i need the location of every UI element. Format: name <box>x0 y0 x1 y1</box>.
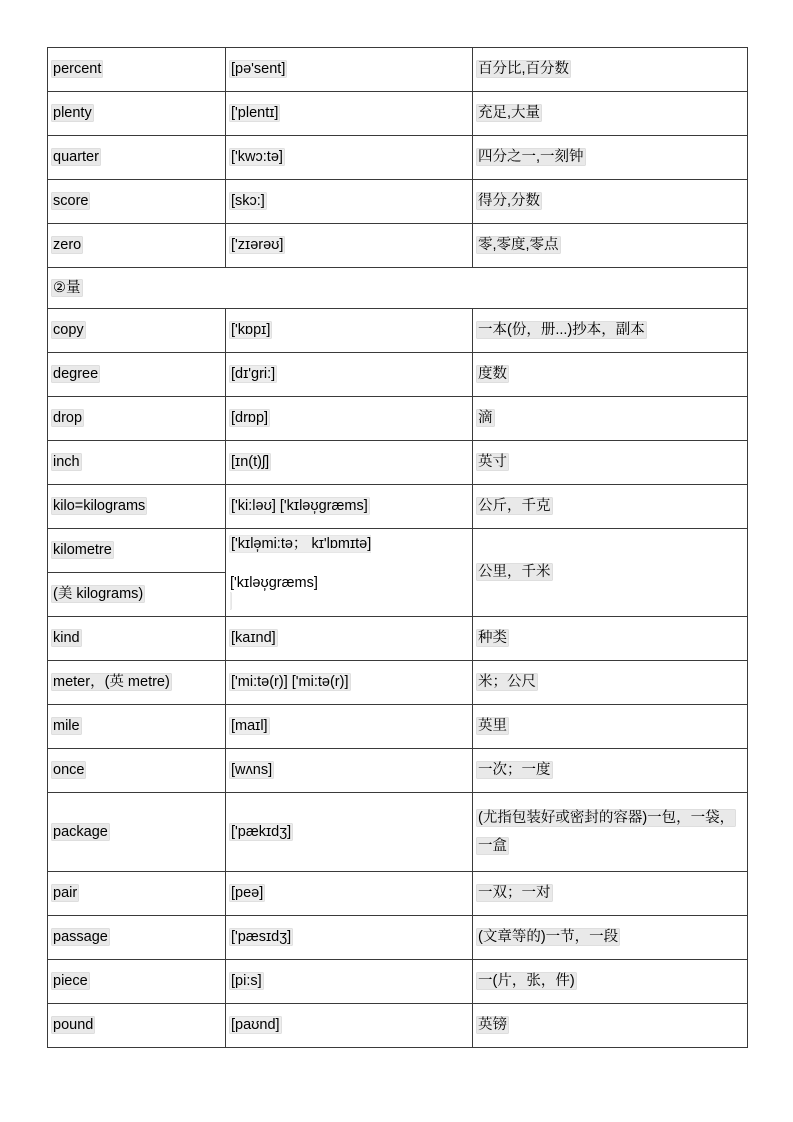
phonetic-cell <box>226 705 473 749</box>
table-row <box>48 529 748 573</box>
word-text: package <box>53 823 108 840</box>
phonetic-cell <box>226 309 473 353</box>
translation-cell <box>473 353 748 397</box>
translation-cell <box>473 661 748 705</box>
word-cell <box>48 1004 226 1048</box>
word-cell <box>48 224 226 268</box>
section-header-text: ②量 <box>53 279 81 296</box>
word-text: degree <box>53 366 99 383</box>
phonetic-text: [paʊnd] <box>231 1017 280 1034</box>
translation-text: 米；公尺 <box>478 674 536 691</box>
word-cell <box>48 793 226 872</box>
word-cell <box>48 661 226 705</box>
word-text: pair <box>53 885 78 902</box>
word-cell <box>48 441 226 485</box>
translation-text: 一本(份，册...)抄本，副本 <box>478 322 645 339</box>
translation-text: 四分之一,一刻钟 <box>478 149 584 166</box>
table-row <box>48 661 748 705</box>
table-row <box>48 960 748 1004</box>
word-text: inch <box>53 454 80 471</box>
translation-line-1: (尤指包装好或密封的容器)一包，一袋， <box>478 809 735 826</box>
phonetic-cell <box>226 916 473 960</box>
phonetic-text: ['ki:ləʊ] ['kɪləʊ̦græms] <box>231 498 368 515</box>
word-cell <box>48 309 226 353</box>
phonetic-text: [wʌns] <box>231 762 273 779</box>
translation-text: 公斤，千克 <box>478 498 551 515</box>
word-text: percent <box>53 61 102 78</box>
phonetic-text: [kaɪnd] <box>231 630 276 647</box>
translation-cell <box>473 48 748 92</box>
vocabulary-table-body <box>48 48 748 1048</box>
word-text: (美 kilograms) <box>53 586 144 603</box>
phonetic-cell <box>226 1004 473 1048</box>
table-row <box>48 180 748 224</box>
translation-text: 百分比,百分数 <box>478 61 570 78</box>
table-row <box>48 397 748 441</box>
word-text: meter，(英 metre) <box>53 674 170 691</box>
phonetic-cell <box>226 180 473 224</box>
phonetic-cell <box>226 397 473 441</box>
phonetic-cell <box>226 617 473 661</box>
word-text: pound <box>53 1017 94 1034</box>
translation-cell <box>473 529 748 617</box>
word-text: kind <box>53 630 80 647</box>
table-row <box>48 441 748 485</box>
translation-text: 一双；一对 <box>478 885 551 902</box>
word-cell <box>48 485 226 529</box>
table-row <box>48 309 748 353</box>
phonetic-cell <box>226 485 473 529</box>
word-text: score <box>53 193 89 210</box>
phonetic-text: [ɪn(t)ʃ] <box>231 454 270 471</box>
word-cell <box>48 749 226 793</box>
word-text: kilometre <box>53 542 112 559</box>
word-cell <box>48 136 226 180</box>
translation-cell <box>473 136 748 180</box>
translation-text: 一次；一度 <box>478 762 551 779</box>
table-row <box>48 872 748 916</box>
table-row <box>48 916 748 960</box>
translation-cell <box>473 916 748 960</box>
phonetic-text: ['kɒpɪ] <box>231 322 271 339</box>
word-text: mile <box>53 718 80 735</box>
translation-text: 一(片，张，件) <box>478 973 575 990</box>
phonetic-cell <box>226 136 473 180</box>
word-cell <box>48 960 226 1004</box>
translation-text: 度数 <box>478 366 507 383</box>
translation-cell <box>473 960 748 1004</box>
word-text: kilo=kilograms <box>53 498 146 515</box>
translation-line-2: 一盒 <box>478 838 507 854</box>
translation-cell <box>473 749 748 793</box>
phonetic-text: ['zɪərəʊ] <box>231 237 284 254</box>
phonetic-cell <box>226 224 473 268</box>
translation-text: (文章等的)一节，一段 <box>478 929 619 946</box>
table-row <box>48 1004 748 1048</box>
vocabulary-table <box>47 47 748 1048</box>
translation-text: 充足,大量 <box>478 105 541 122</box>
phonetic-cell <box>226 960 473 1004</box>
translation-cell <box>473 617 748 661</box>
phonetic-text: [dɪ'gri:] <box>231 366 276 383</box>
translation-cell <box>473 309 748 353</box>
phonetic-cell <box>226 872 473 916</box>
phonetic-cell <box>226 441 473 485</box>
word-cell <box>48 353 226 397</box>
phonetic-text: ['pækɪdʒ] <box>231 823 292 840</box>
phonetic-text: [pə'sent] <box>231 61 286 78</box>
word-text: once <box>53 762 85 779</box>
table-row <box>48 224 748 268</box>
word-text: quarter <box>53 149 99 166</box>
word-text: piece <box>53 973 88 990</box>
translation-cell <box>473 872 748 916</box>
translation-text: 零,零度,零点 <box>478 237 559 254</box>
word-text: drop <box>53 410 83 427</box>
word-cell <box>48 916 226 960</box>
word-cell <box>48 48 226 92</box>
phonetic-text: ['kwɔ:tə] <box>231 149 283 166</box>
translation-text <box>477 804 743 861</box>
translation-cell <box>473 485 748 529</box>
table-row <box>48 353 748 397</box>
translation-cell <box>473 793 748 872</box>
translation-cell <box>473 1004 748 1048</box>
phonetic-text <box>230 536 468 609</box>
phonetic-text: [skɔ:] <box>231 193 265 210</box>
section-header-row <box>48 268 748 309</box>
word-cell <box>48 397 226 441</box>
word-text: copy <box>53 322 84 339</box>
phonetic-cell <box>226 793 473 872</box>
translation-cell <box>473 92 748 136</box>
translation-cell <box>473 397 748 441</box>
phonetic-line-2: ['kɪləʊ̦græms] <box>230 574 318 591</box>
table-row <box>48 48 748 92</box>
table-row <box>48 793 748 872</box>
translation-text: 英里 <box>478 718 507 735</box>
table-row <box>48 136 748 180</box>
phonetic-text: [maɪl] <box>231 718 268 735</box>
phonetic-cell <box>226 353 473 397</box>
word-cell <box>48 529 226 573</box>
phonetic-text: ['mi:tə(r)] ['mi:tə(r)] <box>231 674 349 691</box>
translation-cell <box>473 705 748 749</box>
section-header-label <box>48 268 748 309</box>
phonetic-cell <box>226 92 473 136</box>
phonetic-text: [peə] <box>231 885 264 902</box>
translation-cell <box>473 224 748 268</box>
translation-cell <box>473 180 748 224</box>
translation-text: 英寸 <box>478 454 507 471</box>
phonetic-cell <box>226 749 473 793</box>
translation-text: 公里，千米 <box>478 564 551 581</box>
word-cell <box>48 180 226 224</box>
word-cell <box>48 617 226 661</box>
table-row <box>48 617 748 661</box>
word-text: zero <box>53 237 82 254</box>
word-cell <box>48 705 226 749</box>
phonetic-cell <box>226 661 473 705</box>
table-row <box>48 705 748 749</box>
translation-text: 种类 <box>478 630 507 647</box>
phonetic-cell <box>226 48 473 92</box>
translation-text: 滴 <box>478 410 493 427</box>
translation-cell <box>473 441 748 485</box>
phonetic-line-1: ['kɪlə̦mi:tə； kɪ'lɒmɪtə] <box>231 535 372 552</box>
word-cell <box>48 92 226 136</box>
word-cell <box>48 872 226 916</box>
phonetic-cell <box>226 529 473 617</box>
translation-text: 得分,分数 <box>478 193 541 210</box>
phonetic-text: [drɒp] <box>231 410 269 427</box>
phonetic-text: [pi:s] <box>231 973 262 990</box>
table-row <box>48 92 748 136</box>
word-cell <box>48 573 226 617</box>
table-row <box>48 485 748 529</box>
word-text: plenty <box>53 105 92 122</box>
word-text: passage <box>53 929 108 946</box>
phonetic-text: ['plentɪ] <box>231 105 279 122</box>
table-row <box>48 749 748 793</box>
translation-text: 英镑 <box>478 1017 507 1034</box>
phonetic-text: ['pæsɪdʒ] <box>231 929 292 946</box>
